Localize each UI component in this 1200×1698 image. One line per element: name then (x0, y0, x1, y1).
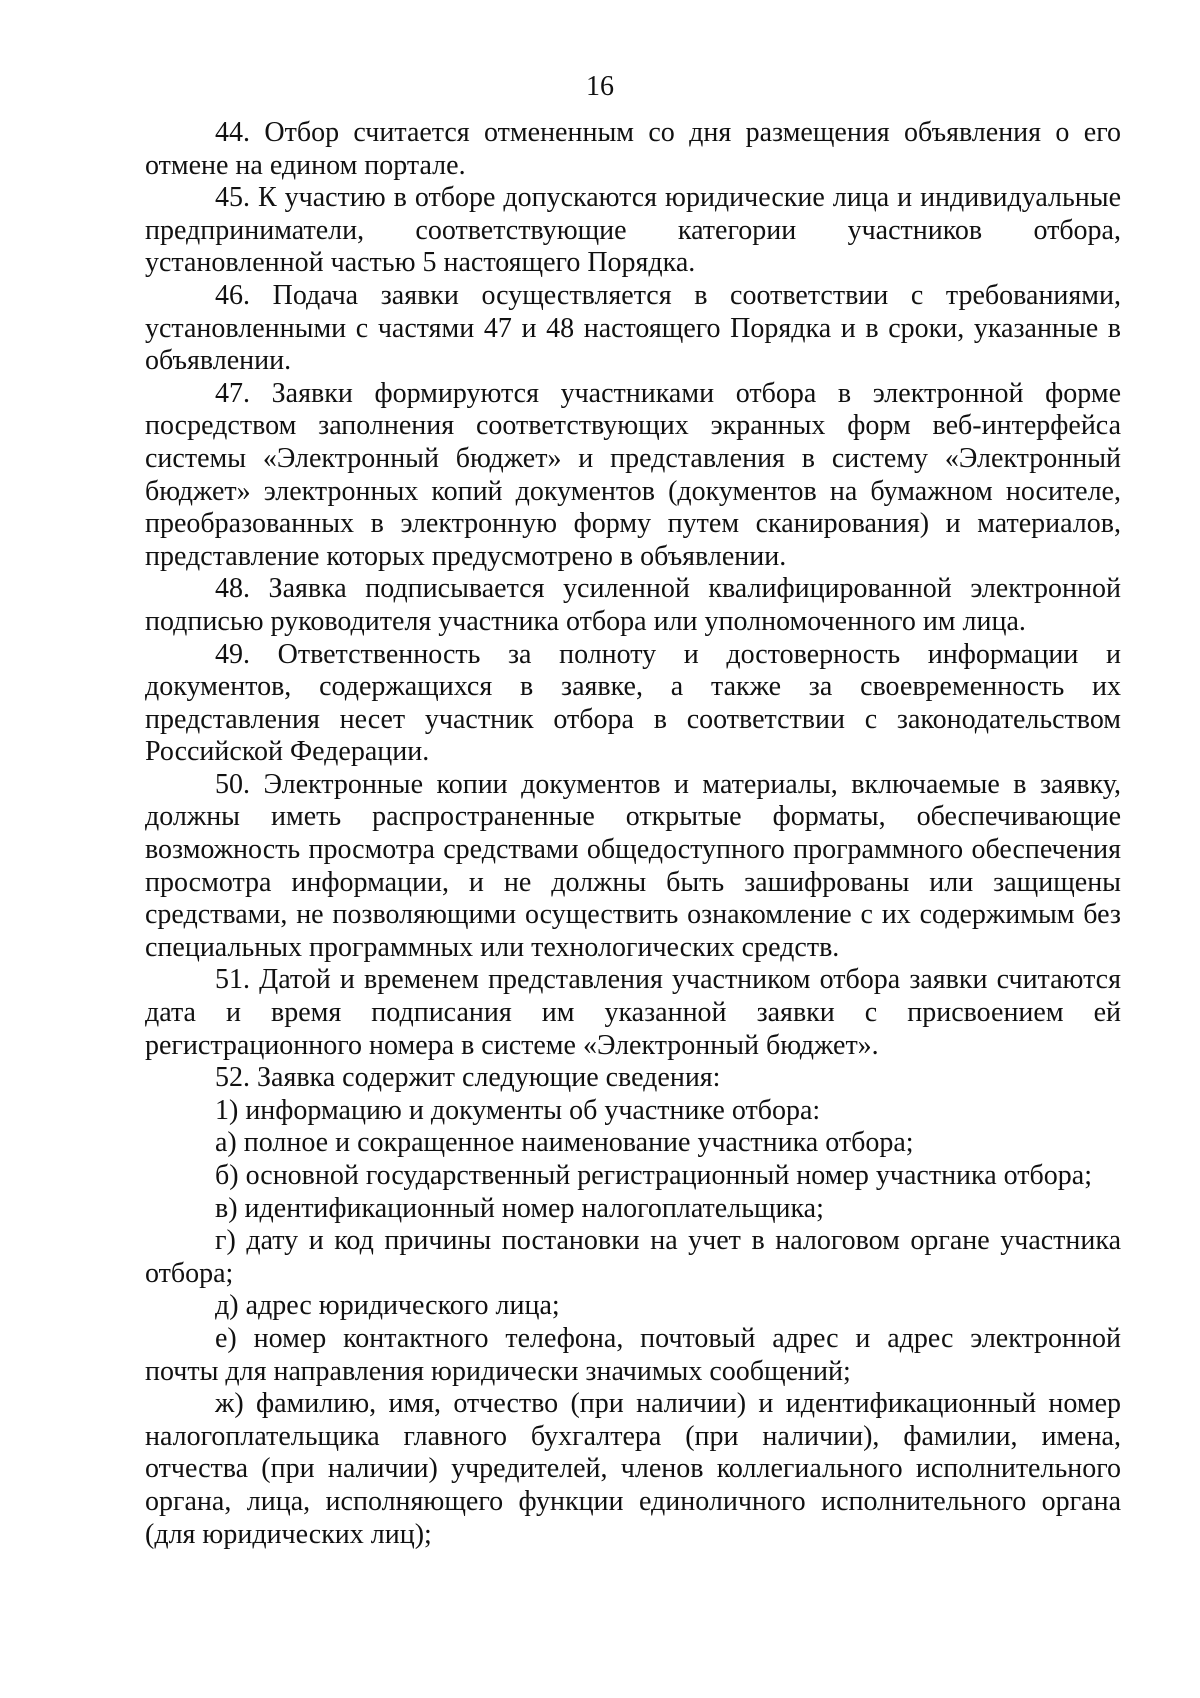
paragraph-48: 48. Заявка подписывается усиленной квалифицированной электронной подписью руководителя участника отбора или уполномоченного им лица. (145, 573, 1121, 637)
list-item-a: а) полное и сокращенное наименование участника отбора; (215, 1127, 914, 1159)
list-item-v: в) идентификационный номер налогоплательщика; (215, 1192, 824, 1224)
list-item-e: е) номер контактного телефона, почтовый адрес и адрес электронной почты для направления юридически значимых сообщений; (145, 1322, 1121, 1387)
list-item-g: г) дату и код причины постановки на учет в налоговом органе участника отбора; (145, 1225, 1121, 1289)
paragraph-47: 47. Заявки формируются участниками отбора в электронной форме посредством заполнения соответствующих экранных форм веб-интерфейса системы «Электронный бюджет» и представления в систему «Электронный бюджет» электронных копий документов (документов на бумажном носителе, преобразованных в электронную форму путем сканирования) и материалов, представление которых предусмотрено в объявлении. (145, 377, 1121, 572)
paragraph-46: 46. Подача заявки осуществляется в соответствии с требованиями, установленными с частями 47 и 48 настоящего Порядка и в сроки, указанные в объявлении. (145, 279, 1121, 377)
page-number: 16 (586, 71, 614, 102)
list-item-zh: ж) фамилию, имя, отчество (при наличии) и идентификационный номер налогоплательщика главного бухгалтера (при наличии), фамилии, имена, отчества (при наличии) учредителей, членов коллегиального исполнительного органа, лица, исполняющего функции единоличного исполнительного органа (для юридических лиц); (145, 1388, 1121, 1550)
paragraph-49: 49. Ответственность за полноту и достоверность информации и документов, содержащихся в заявке, а также за своевременность их представления несет участник отбора в соответствии с законодательством Российской Федерации. (145, 638, 1121, 768)
list-item-b: б) основной государственный регистрационный номер участника отбора; (215, 1160, 1092, 1191)
list-item-1: 1) информацию и документы об участнике отбора: (215, 1094, 821, 1126)
document-body (145, 117, 1121, 1551)
paragraph-45: 45. К участию в отборе допускаются юридические лица и индивидуальные предприниматели, соответствующие категории участников отбора, установленной частью 5 настоящего Порядка. (145, 182, 1121, 279)
paragraph-51: 51. Датой и временем представления участником отбора заявки считаются дата и время подписания им указанной заявки с присвоением ей регистрационного номера в системе «Электронный бюджет». (145, 964, 1121, 1061)
paragraph-44: 44. Отбор считается отмененным со дня размещения объявления о его отмене на едином портале. (145, 117, 1121, 181)
paragraph-52: 52. Заявка содержит следующие сведения: (215, 1062, 721, 1094)
list-item-d: д) адрес юридического лица; (215, 1290, 560, 1322)
paragraph-50: 50. Электронные копии документов и материалы, включаемые в заявку, должны иметь распространенные открытые форматы, обеспечивающие возможность просмотра средствами общедоступного программного обеспечения просмотра информации, и не должны быть зашифрованы или защищены средствами, не позволяющими осуществить ознакомление с их содержимым без специальных программных или технологических средств. (145, 768, 1121, 963)
